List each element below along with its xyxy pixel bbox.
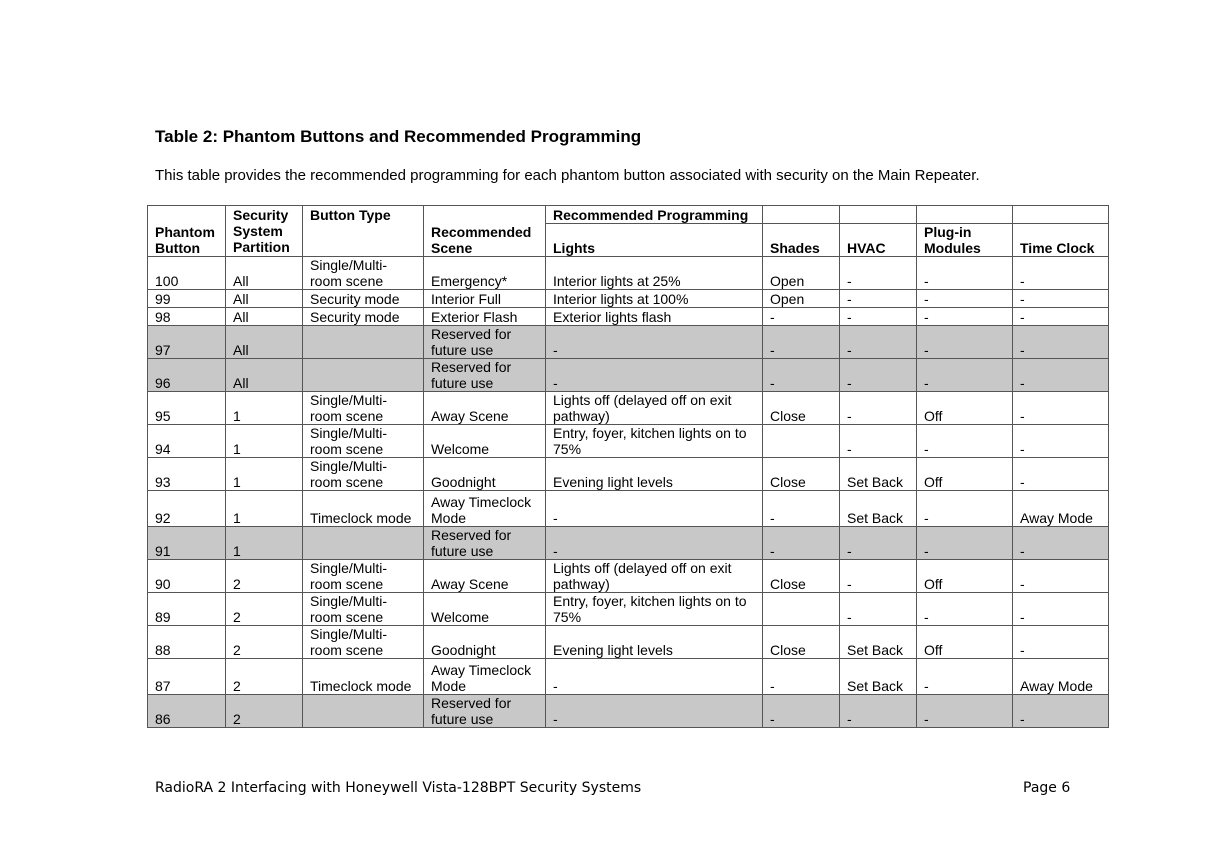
cell-recommended-scene: Welcome [424, 593, 546, 626]
cell-shades: Close [763, 560, 840, 593]
cell-security-partition: 2 [226, 626, 303, 659]
header-shades: Shades [763, 224, 840, 257]
cell-plugin-modules: - [917, 359, 1013, 392]
cell-plugin-modules: Off [917, 392, 1013, 425]
cell-shades: - [763, 308, 840, 326]
header-recommended-programming: Recommended Programming [546, 206, 763, 224]
cell-phantom-button: 86 [148, 695, 226, 728]
table-row [148, 425, 1109, 458]
table-row [148, 560, 1109, 593]
cell-button-type: Timeclock mode [303, 491, 424, 527]
cell-plugin-modules: - [917, 527, 1013, 560]
cell-hvac: Set Back [840, 626, 917, 659]
table-row [148, 659, 1109, 695]
cell-shades [763, 593, 840, 626]
cell-security-partition: 2 [226, 695, 303, 728]
cell-shades: - [763, 659, 840, 695]
header-time-clock: Time Clock [1013, 224, 1109, 257]
cell-security-partition: 1 [226, 392, 303, 425]
cell-hvac: - [840, 308, 917, 326]
cell-lights: Lights off (delayed off on exit pathway) [546, 560, 763, 593]
cell-button-type [303, 527, 424, 560]
header-recommended-scene: Recommended Scene [424, 206, 546, 257]
cell-time-clock: - [1013, 392, 1109, 425]
cell-button-type [303, 326, 424, 359]
header-blank [1013, 206, 1109, 224]
cell-time-clock: Away Mode [1013, 491, 1109, 527]
cell-lights: - [546, 695, 763, 728]
cell-plugin-modules: - [917, 593, 1013, 626]
cell-shades [763, 425, 840, 458]
cell-shades: - [763, 359, 840, 392]
cell-phantom-button: 91 [148, 527, 226, 560]
cell-recommended-scene: Emergency* [424, 257, 546, 290]
cell-lights: - [546, 491, 763, 527]
cell-plugin-modules: - [917, 425, 1013, 458]
cell-lights: Exterior lights flash [546, 308, 763, 326]
cell-lights: Evening light levels [546, 626, 763, 659]
cell-shades: - [763, 527, 840, 560]
cell-plugin-modules: Off [917, 560, 1013, 593]
cell-lights: - [546, 527, 763, 560]
cell-hvac: Set Back [840, 458, 917, 491]
cell-hvac: - [840, 527, 917, 560]
cell-time-clock: - [1013, 458, 1109, 491]
cell-security-partition: 2 [226, 659, 303, 695]
cell-plugin-modules: - [917, 491, 1013, 527]
cell-time-clock: - [1013, 359, 1109, 392]
cell-time-clock: - [1013, 626, 1109, 659]
table-row [148, 491, 1109, 527]
table-row [148, 695, 1109, 728]
header-blank [763, 206, 840, 224]
cell-button-type: Single/Multi- room scene [303, 425, 424, 458]
header-security-partition: Security System Partition [226, 206, 303, 257]
cell-phantom-button: 90 [148, 560, 226, 593]
cell-security-partition: 2 [226, 560, 303, 593]
table-row [148, 308, 1109, 326]
page-title: Table 2: Phantom Buttons and Recommended Programming [155, 127, 642, 146]
footer-document-title: RadioRA 2 Interfacing with Honeywell Vista-128BPT Security Systems [155, 780, 642, 796]
cell-recommended-scene: Away Scene [424, 560, 546, 593]
cell-button-type [303, 695, 424, 728]
cell-lights: Evening light levels [546, 458, 763, 491]
cell-hvac: - [840, 593, 917, 626]
cell-hvac: - [840, 359, 917, 392]
cell-time-clock: - [1013, 527, 1109, 560]
cell-phantom-button: 100 [148, 257, 226, 290]
table-row [148, 593, 1109, 626]
cell-lights: - [546, 359, 763, 392]
cell-hvac: - [840, 326, 917, 359]
header-lights: Lights [546, 224, 763, 257]
phantom-buttons-table [147, 205, 1109, 728]
cell-time-clock: - [1013, 560, 1109, 593]
table-row [148, 626, 1109, 659]
cell-shades: Close [763, 458, 840, 491]
header-button-type: Button Type [303, 206, 424, 257]
cell-phantom-button: 88 [148, 626, 226, 659]
header-plugin-modules: Plug-in Modules [917, 224, 1013, 257]
cell-plugin-modules: - [917, 308, 1013, 326]
cell-security-partition: 1 [226, 458, 303, 491]
header-row-top [148, 206, 1109, 224]
cell-security-partition: All [226, 257, 303, 290]
table-row [148, 458, 1109, 491]
cell-plugin-modules: - [917, 290, 1013, 308]
cell-time-clock: - [1013, 257, 1109, 290]
footer-page-number: Page 6 [1023, 780, 1071, 796]
cell-phantom-button: 87 [148, 659, 226, 695]
cell-phantom-button: 89 [148, 593, 226, 626]
cell-phantom-button: 98 [148, 308, 226, 326]
table-row [148, 359, 1109, 392]
cell-plugin-modules: Off [917, 626, 1013, 659]
cell-recommended-scene: Away Timeclock Mode [424, 491, 546, 527]
header-phantom-button: Phantom Button [148, 206, 226, 257]
header-hvac: HVAC [840, 224, 917, 257]
cell-time-clock: - [1013, 308, 1109, 326]
table-row [148, 290, 1109, 308]
cell-phantom-button: 95 [148, 392, 226, 425]
cell-phantom-button: 92 [148, 491, 226, 527]
cell-phantom-button: 94 [148, 425, 226, 458]
cell-shades: - [763, 326, 840, 359]
cell-shades: Close [763, 392, 840, 425]
cell-button-type: Security mode [303, 290, 424, 308]
header-blank [917, 206, 1013, 224]
cell-lights: Interior lights at 25% [546, 257, 763, 290]
cell-time-clock: - [1013, 290, 1109, 308]
cell-button-type: Single/Multi- room scene [303, 626, 424, 659]
cell-lights: Entry, foyer, kitchen lights on to 75% [546, 425, 763, 458]
cell-security-partition: 1 [226, 527, 303, 560]
cell-security-partition: 1 [226, 425, 303, 458]
cell-lights: Entry, foyer, kitchen lights on to 75% [546, 593, 763, 626]
cell-recommended-scene: Exterior Flash [424, 308, 546, 326]
intro-paragraph: This table provides the recommended programming for each phantom button associated with security on the Main Repeater. [155, 167, 980, 184]
cell-time-clock: - [1013, 326, 1109, 359]
cell-security-partition: All [226, 290, 303, 308]
cell-shades: - [763, 695, 840, 728]
cell-time-clock: - [1013, 593, 1109, 626]
cell-recommended-scene: Goodnight [424, 626, 546, 659]
cell-phantom-button: 96 [148, 359, 226, 392]
cell-recommended-scene: Welcome [424, 425, 546, 458]
cell-recommended-scene: Away Timeclock Mode [424, 659, 546, 695]
cell-recommended-scene: Reserved for future use [424, 695, 546, 728]
cell-recommended-scene: Interior Full [424, 290, 546, 308]
cell-hvac: Set Back [840, 659, 917, 695]
table-row [148, 527, 1109, 560]
cell-plugin-modules: - [917, 257, 1013, 290]
cell-plugin-modules: - [917, 326, 1013, 359]
cell-hvac: - [840, 695, 917, 728]
cell-shades: Close [763, 626, 840, 659]
cell-recommended-scene: Reserved for future use [424, 326, 546, 359]
cell-security-partition: 1 [226, 491, 303, 527]
cell-button-type: Single/Multi- room scene [303, 257, 424, 290]
cell-hvac: - [840, 257, 917, 290]
cell-button-type: Timeclock mode [303, 659, 424, 695]
cell-security-partition: All [226, 326, 303, 359]
cell-hvac: - [840, 425, 917, 458]
cell-shades: - [763, 491, 840, 527]
cell-lights: Interior lights at 100% [546, 290, 763, 308]
cell-hvac: - [840, 560, 917, 593]
table-row [148, 392, 1109, 425]
cell-recommended-scene: Away Scene [424, 392, 546, 425]
cell-time-clock: - [1013, 425, 1109, 458]
cell-lights: - [546, 326, 763, 359]
cell-hvac: - [840, 290, 917, 308]
cell-hvac: - [840, 392, 917, 425]
cell-plugin-modules: - [917, 659, 1013, 695]
cell-shades: Open [763, 257, 840, 290]
table-row [148, 326, 1109, 359]
cell-security-partition: All [226, 308, 303, 326]
table-body [148, 257, 1109, 728]
cell-phantom-button: 93 [148, 458, 226, 491]
table-row [148, 257, 1109, 290]
cell-lights: - [546, 659, 763, 695]
cell-time-clock: Away Mode [1013, 659, 1109, 695]
cell-security-partition: All [226, 359, 303, 392]
cell-plugin-modules: Off [917, 458, 1013, 491]
cell-recommended-scene: Goodnight [424, 458, 546, 491]
cell-recommended-scene: Reserved for future use [424, 359, 546, 392]
cell-button-type: Single/Multi- room scene [303, 458, 424, 491]
cell-time-clock: - [1013, 695, 1109, 728]
cell-plugin-modules: - [917, 695, 1013, 728]
cell-button-type: Single/Multi- room scene [303, 593, 424, 626]
cell-hvac: Set Back [840, 491, 917, 527]
cell-button-type [303, 359, 424, 392]
cell-lights: Lights off (delayed off on exit pathway) [546, 392, 763, 425]
cell-recommended-scene: Reserved for future use [424, 527, 546, 560]
cell-phantom-button: 99 [148, 290, 226, 308]
cell-button-type: Security mode [303, 308, 424, 326]
header-blank [840, 206, 917, 224]
cell-security-partition: 2 [226, 593, 303, 626]
cell-button-type: Single/Multi- room scene [303, 560, 424, 593]
cell-shades: Open [763, 290, 840, 308]
cell-phantom-button: 97 [148, 326, 226, 359]
cell-button-type: Single/Multi- room scene [303, 392, 424, 425]
